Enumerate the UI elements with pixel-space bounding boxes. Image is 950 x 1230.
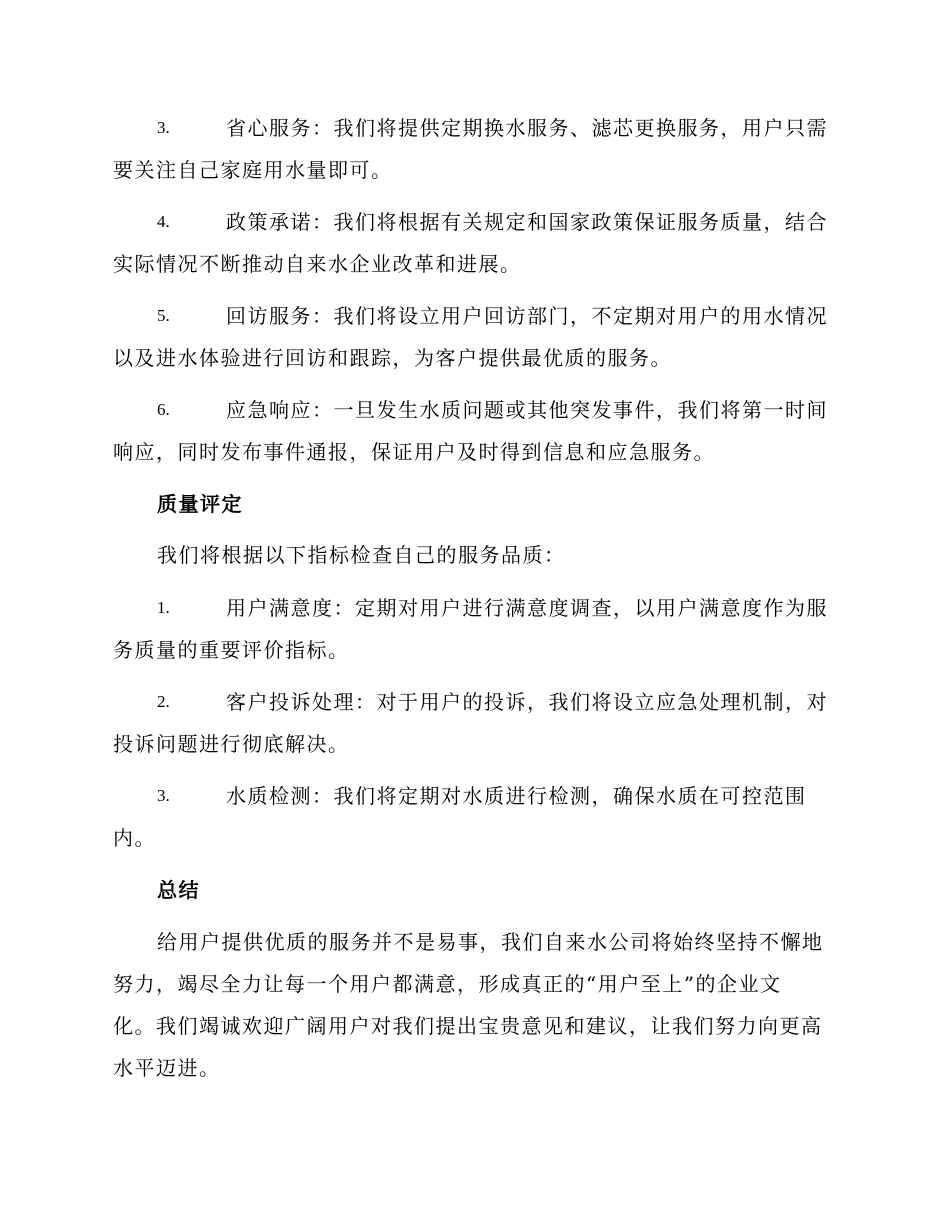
list-item-continuation: 以及进水体验进行回访和跟踪，为客户提供最优质的服务。 <box>113 346 672 370</box>
list-item-text: 省心服务：我们将提供定期换水服务、滤芯更换服务，用户只需 <box>226 116 828 140</box>
list-item-continuation: 实际情况不断推动自来水企业改革和进展。 <box>113 252 522 276</box>
list-item-continuation: 要关注自己家庭用水量即可。 <box>113 158 393 182</box>
list-item-continuation: 投诉问题进行彻底解决。 <box>113 732 350 756</box>
list-number: 2. <box>157 692 170 711</box>
list-item-text: 应急响应：一旦发生水质问题或其他突发事件，我们将第一时间 <box>226 398 828 422</box>
list-item-continuation: 响应，同时发布事件通报，保证用户及时得到信息和应急服务。 <box>113 440 715 464</box>
summary-line: 给用户提供优质的服务并不是易事，我们自来水公司将始终坚持不懈地 <box>157 930 824 954</box>
summary-line: 水平迈进。 <box>113 1056 221 1080</box>
list-item-text: 回访服务：我们将设立用户回访部门，不定期对用户的用水情况 <box>226 304 828 328</box>
section-heading-summary: 总结 <box>157 878 200 902</box>
summary-line: 化。我们竭诚欢迎广阔用户对我们提出宝贵意见和建议，让我们努力向更高 <box>113 1014 823 1038</box>
section-heading-quality: 质量评定 <box>157 492 243 516</box>
list-number: 3. <box>157 786 170 805</box>
list-item-text: 政策承诺：我们将根据有关规定和国家政策保证服务质量，结合 <box>226 210 828 234</box>
list-number: 4. <box>157 212 170 231</box>
list-number: 6. <box>157 400 170 419</box>
list-number: 1. <box>157 598 170 617</box>
quality-intro: 我们将根据以下指标检查自己的服务品质： <box>157 543 566 567</box>
list-number: 3. <box>157 118 170 137</box>
list-number: 5. <box>157 306 170 325</box>
summary-line: 努力，竭尽全力让每一个用户都满意，形成真正的“用户至上”的企业文 <box>113 972 782 996</box>
list-item-text: 水质检测：我们将定期对水质进行检测，确保水质在可控范围 <box>226 784 807 808</box>
list-item-text: 用户满意度：定期对用户进行满意度调查，以用户满意度作为服 <box>226 596 828 620</box>
list-item-continuation: 内。 <box>113 826 156 850</box>
list-item-text: 客户投诉处理：对于用户的投诉，我们将设立应急处理机制，对 <box>226 690 828 714</box>
list-item-continuation: 务质量的重要评价指标。 <box>113 638 350 662</box>
